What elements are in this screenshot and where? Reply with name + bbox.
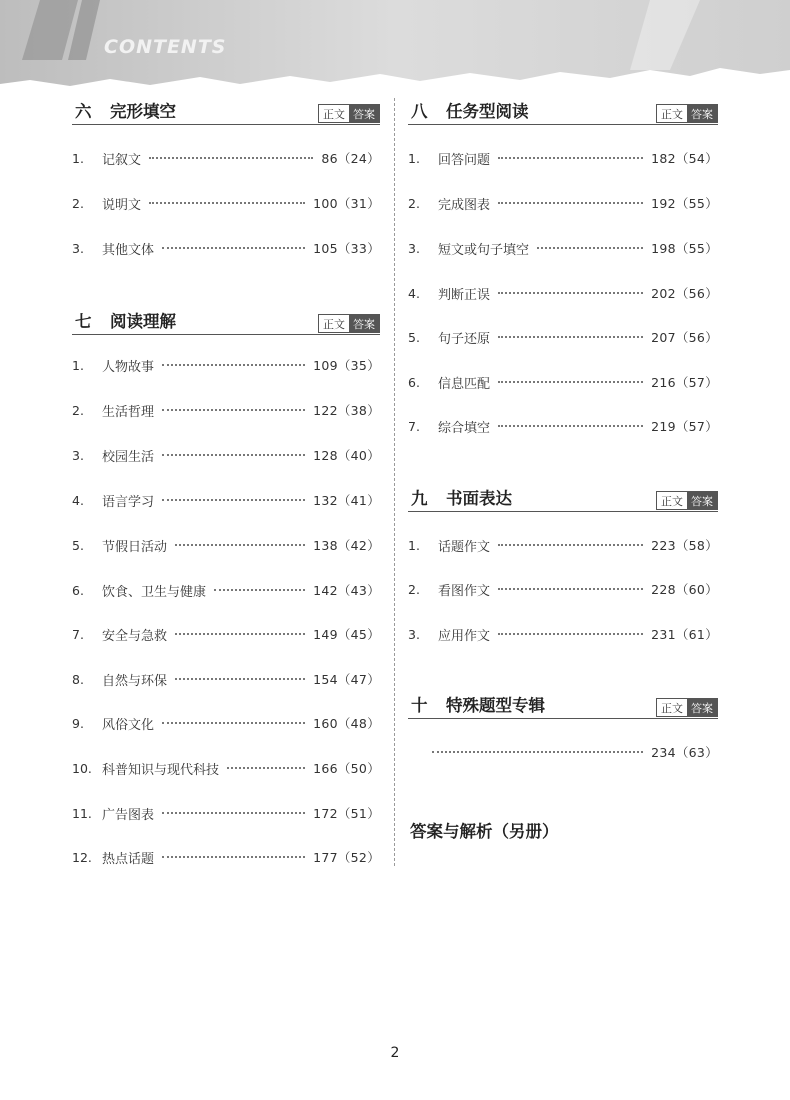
entry-page: 228（60） <box>651 582 718 597</box>
leader-dots <box>498 588 643 590</box>
entry-index: 6. <box>72 582 84 598</box>
page-number: 2 <box>390 1045 400 1061</box>
entry-label: 其他文体 <box>102 242 155 258</box>
toc-entry[interactable] <box>72 489 380 511</box>
toc-entry[interactable] <box>408 192 718 214</box>
section-number: 十 <box>411 696 428 715</box>
entry-page: 138（42） <box>313 538 380 553</box>
column-divider <box>394 98 395 866</box>
entry-index: 12. <box>72 849 92 865</box>
section-title: 任务型阅读 <box>446 102 529 121</box>
entry-index: 7. <box>72 626 84 642</box>
entry-label: 完成图表 <box>438 197 491 213</box>
section-header <box>408 98 718 125</box>
toc-entry[interactable] <box>72 668 380 690</box>
toc-entry[interactable] <box>72 802 380 824</box>
leader-dots <box>162 499 305 501</box>
leader-dots <box>162 454 305 456</box>
entry-label: 综合填空 <box>438 420 491 436</box>
tag-answer: 答案 <box>687 492 717 509</box>
entry-page: 234（63） <box>651 745 718 760</box>
toc-entry[interactable] <box>424 741 718 763</box>
toc-entry[interactable] <box>408 326 718 348</box>
tag-answer: 答案 <box>349 105 379 122</box>
entry-page: 142（43） <box>313 583 380 598</box>
entry-page: 100（31） <box>313 196 380 211</box>
section-header <box>408 692 718 719</box>
entry-page: 172（51） <box>313 806 380 821</box>
entry-index: 7. <box>408 418 420 434</box>
entry-label: 应用作文 <box>438 628 491 644</box>
leader-dots <box>149 157 313 159</box>
entry-page: 198（55） <box>651 241 718 256</box>
entry-page: 231（61） <box>651 627 718 642</box>
toc-entry[interactable] <box>72 712 380 734</box>
leader-dots <box>162 409 305 411</box>
leader-dots <box>498 633 643 635</box>
section-number: 六 <box>75 102 92 121</box>
leader-dots <box>498 292 643 294</box>
text-answer-tag <box>656 698 718 717</box>
entry-page: 105（33） <box>313 241 380 256</box>
entry-label: 话题作文 <box>438 539 491 555</box>
entry-label: 信息匹配 <box>438 376 491 392</box>
banner-title: CONTENTS <box>104 36 227 58</box>
toc-entry[interactable] <box>408 623 718 645</box>
leader-dots <box>162 364 305 366</box>
leader-dots <box>175 633 305 635</box>
entry-page: 192（55） <box>651 196 718 211</box>
entry-index: 5. <box>72 537 84 553</box>
entry-page: 132（41） <box>313 493 380 508</box>
entry-index: 1. <box>72 357 84 373</box>
leader-dots <box>227 767 305 769</box>
entry-index: 2. <box>408 195 420 211</box>
entry-index: 9. <box>72 715 84 731</box>
leader-dots <box>498 336 643 338</box>
tag-text: 正文 <box>319 105 349 122</box>
entry-label: 句子还原 <box>438 331 491 347</box>
text-answer-tag <box>656 104 718 123</box>
section-header <box>72 308 380 335</box>
leader-dots <box>162 247 305 249</box>
entry-index: 3. <box>72 240 84 256</box>
toc-entry[interactable] <box>72 623 380 645</box>
leader-dots <box>162 856 305 858</box>
entry-label: 风俗文化 <box>102 717 155 733</box>
toc-entry[interactable] <box>72 579 380 601</box>
entry-label: 短文或句子填空 <box>438 242 530 258</box>
entry-page: 202（56） <box>651 286 718 301</box>
answers-heading[interactable]: 答案与解析（另册） <box>410 822 559 841</box>
entry-page: 182（54） <box>651 151 718 166</box>
entry-index: 4. <box>72 492 84 508</box>
toc-entry[interactable] <box>408 237 718 259</box>
entry-label: 科普知识与现代科技 <box>102 762 220 778</box>
entry-label: 语言学习 <box>102 494 155 510</box>
tag-answer: 答案 <box>687 105 717 122</box>
entry-label: 节假日活动 <box>102 539 168 555</box>
section-number: 七 <box>75 312 92 331</box>
toc-entry[interactable] <box>408 282 718 304</box>
entry-index: 3. <box>72 447 84 463</box>
entry-index: 3. <box>408 240 420 256</box>
tag-answer: 答案 <box>687 699 717 716</box>
leader-dots <box>498 544 643 546</box>
section-number: 九 <box>411 489 428 508</box>
toc-entry[interactable] <box>408 371 718 393</box>
text-answer-tag <box>318 314 380 333</box>
toc-entry[interactable] <box>408 534 718 556</box>
leader-dots <box>149 202 305 204</box>
entry-label: 热点话题 <box>102 851 155 867</box>
leader-dots <box>498 157 643 159</box>
entry-label: 自然与环保 <box>102 673 168 689</box>
section-header <box>72 98 380 125</box>
section-title: 特殊题型专辑 <box>446 696 545 715</box>
section-title: 阅读理解 <box>110 312 176 331</box>
entry-page: 160（48） <box>313 716 380 731</box>
leader-dots <box>498 381 643 383</box>
section-number: 八 <box>411 102 428 121</box>
entry-index: 6. <box>408 374 420 390</box>
entry-page: 166（50） <box>313 761 380 776</box>
leader-dots <box>175 544 305 546</box>
leader-dots <box>214 589 305 591</box>
leader-dots <box>498 202 643 204</box>
entry-index: 8. <box>72 671 84 687</box>
toc-entry[interactable] <box>72 237 380 259</box>
contents-banner <box>0 0 790 95</box>
toc-entry[interactable] <box>408 578 718 600</box>
leader-dots <box>537 247 643 249</box>
entry-page: 216（57） <box>651 375 718 390</box>
entry-index: 2. <box>408 581 420 597</box>
entry-label: 判断正误 <box>438 287 491 303</box>
entry-index: 10. <box>72 760 92 776</box>
leader-dots <box>162 812 305 814</box>
tag-text: 正文 <box>657 105 687 122</box>
section-title: 书面表达 <box>446 489 512 508</box>
entry-page: 177（52） <box>313 850 380 865</box>
entry-index: 1. <box>408 150 420 166</box>
leader-dots <box>175 678 305 680</box>
entry-page: 207（56） <box>651 330 718 345</box>
toc-entry[interactable] <box>408 147 718 169</box>
toc-entry[interactable] <box>72 354 380 376</box>
toc-entry[interactable] <box>72 534 380 556</box>
entry-index: 4. <box>408 285 420 301</box>
tag-text: 正文 <box>657 492 687 509</box>
entry-index: 1. <box>72 150 84 166</box>
entry-label: 生活哲理 <box>102 404 155 420</box>
toc-entry[interactable] <box>408 415 718 437</box>
toc-entry[interactable] <box>72 444 380 466</box>
entry-label: 人物故事 <box>102 359 155 375</box>
tag-text: 正文 <box>319 315 349 332</box>
entry-page: 219（57） <box>651 419 718 434</box>
section-header <box>408 485 718 512</box>
entry-label: 饮食、卫生与健康 <box>102 584 207 600</box>
entry-label: 看图作文 <box>438 583 491 599</box>
entry-index: 2. <box>72 402 84 418</box>
tag-answer: 答案 <box>349 315 379 332</box>
leader-dots <box>498 425 643 427</box>
entry-page: 109（35） <box>313 358 380 373</box>
leader-dots <box>432 751 643 753</box>
toc-entry[interactable] <box>72 147 380 169</box>
entry-label: 记叙文 <box>102 152 142 168</box>
text-answer-tag <box>318 104 380 123</box>
entry-index: 1. <box>408 537 420 553</box>
entry-label: 说明文 <box>102 197 142 213</box>
entry-index: 3. <box>408 626 420 642</box>
text-answer-tag <box>656 491 718 510</box>
tag-text: 正文 <box>657 699 687 716</box>
entry-page: 122（38） <box>313 403 380 418</box>
entry-index: 5. <box>408 329 420 345</box>
entry-page: 149（45） <box>313 627 380 642</box>
leader-dots <box>162 722 305 724</box>
entry-label: 安全与急救 <box>102 628 168 644</box>
entry-page: 154（47） <box>313 672 380 687</box>
toc-entry[interactable] <box>72 399 380 421</box>
entry-label: 广告图表 <box>102 807 155 823</box>
entry-index: 2. <box>72 195 84 211</box>
toc-entry[interactable] <box>72 192 380 214</box>
entry-page: 86（24） <box>321 151 380 166</box>
entry-label: 校园生活 <box>102 449 155 465</box>
section-title: 完形填空 <box>110 102 176 121</box>
entry-index: 11. <box>72 805 92 821</box>
toc-entry[interactable] <box>72 757 380 779</box>
entry-page: 128（40） <box>313 448 380 463</box>
entry-label: 回答问题 <box>438 152 491 168</box>
toc-entry[interactable] <box>72 846 380 868</box>
entry-page: 223（58） <box>651 538 718 553</box>
